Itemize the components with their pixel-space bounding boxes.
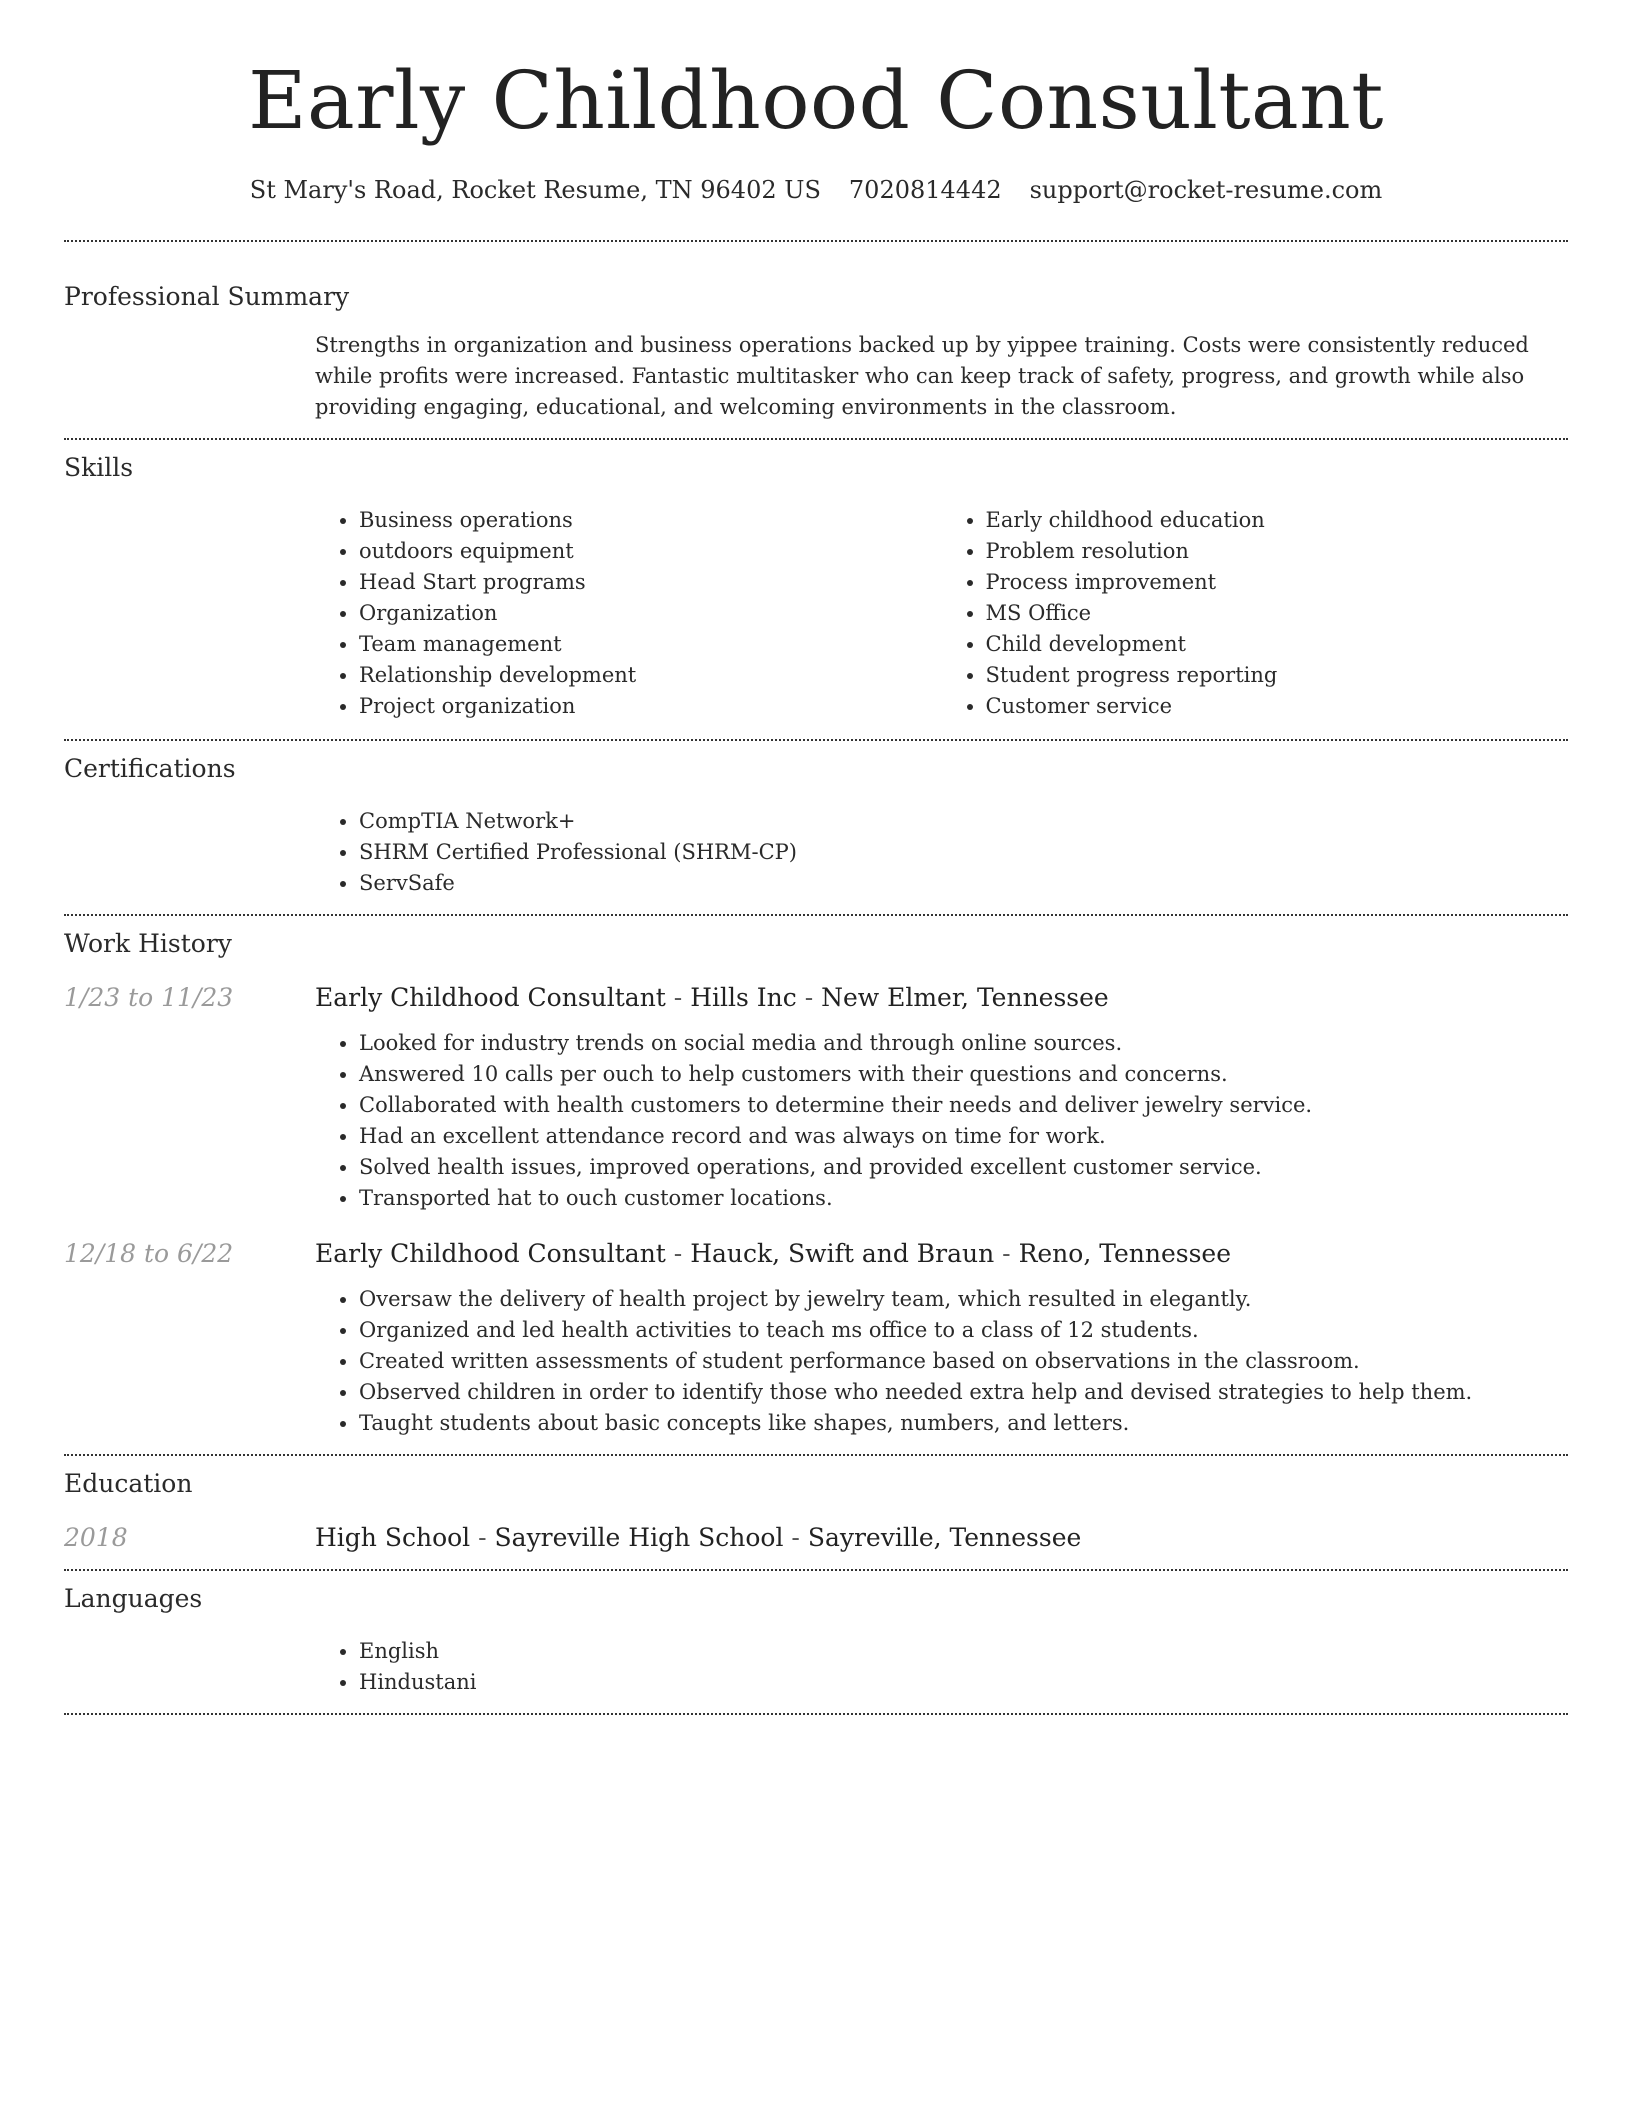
contact-phone: 7020814442 [848,176,1002,204]
job-company: Hauck, Swift and Braun [690,1239,995,1268]
skill-item: • Team management [359,629,942,660]
languages-section [64,1571,1568,1713]
skill-item: • Student progress reporting [986,660,1569,691]
certification-item: • SHRM Certified Professional (SHRM-CP) [359,837,1568,868]
language-item: • Hindustani [359,1667,1568,1698]
separator: - [665,983,691,1012]
job-location: New Elmer, Tennessee [821,983,1109,1012]
skills-list-left [315,505,942,722]
certification-item: • ServSafe [359,868,1568,899]
job-bullet: • Had an excellent attendance record and was always on time for work. [359,1121,1568,1152]
job-bullet: • Organized and led health activities to teach ms office to a class of 12 students. [359,1315,1568,1346]
skill-item: • Problem resolution [986,536,1569,567]
education-school: Sayreville High School [494,1523,784,1552]
education-heading: Education [64,1469,193,1498]
job-dates: 12/18 to 6/22 [64,1239,234,1268]
job-bullet: • Observed children in order to identify those who needed extra help and devised strategies to help them. [359,1377,1568,1408]
skill-item: • Process improvement [986,567,1569,598]
skill-item: • Relationship development [359,660,942,691]
contact-email: support@rocket-resume.com [1029,176,1383,204]
job-bullet: • Transported hat to ouch customer locations. [359,1183,1568,1214]
skill-item: • Customer service [986,691,1569,722]
section-divider [64,1713,1568,1715]
skill-item: • Organization [359,598,942,629]
summary-section [64,242,1568,438]
certifications-heading: Certifications [64,754,236,783]
education-entries [64,1520,1568,1569]
separator: - [665,1239,691,1268]
job-bullet: • Solved health issues, improved operations, and provided excellent customer service. [359,1152,1568,1183]
skill-item: • MS Office [986,598,1569,629]
job-details [315,1028,1568,1214]
job-details [315,1284,1568,1439]
job-role: Early Childhood Consultant [315,1239,666,1268]
separator: - [796,983,822,1012]
job-header [64,1236,1568,1272]
languages-heading: Languages [64,1584,203,1613]
job-bullet: • Oversaw the delivery of health project by jewelry team, which resulted in elegantly. [359,1284,1568,1315]
contact-line [64,172,1568,208]
job-header [64,980,1568,1016]
job-entry [64,980,1568,1214]
job-bullet: • Created written assessments of student performance based on observations in the classroom. [359,1346,1568,1377]
skill-item: • Business operations [359,505,942,536]
skills-list-right [942,505,1569,722]
languages-list [315,1636,1568,1698]
job-location: Reno, Tennessee [1018,1239,1232,1268]
skill-item: • Child development [986,629,1569,660]
separator: - [994,1239,1019,1268]
work-entries [64,980,1568,1454]
summary-text: Strengths in organization and business operations backed up by yippee training. Costs were consistently reduced while profits were increased. Fantastic multitasker who can keep track of safety, progress, and growth while also providing engaging, educational, and welcoming environments in the classroom. [315,333,1529,419]
job-company: Hills Inc [690,983,797,1012]
separator: - [470,1523,495,1552]
work-heading: Work History [64,929,232,958]
skills-heading: Skills [64,453,134,482]
education-degree: High School [315,1523,471,1552]
job-title [315,1236,1231,1272]
skill-item: • Project organization [359,691,942,722]
contact-address: St Mary's Road, Rocket Resume, TN 96402 US [249,176,821,204]
certification-item: • CompTIA Network+ [359,806,1568,837]
summary-heading: Professional Summary [64,282,350,311]
skills-columns [315,505,1568,739]
job-title [315,980,1109,1016]
education-year: 2018 [64,1523,128,1552]
job-bullet: • Taught students about basic concepts like shapes, numbers, and letters. [359,1408,1568,1439]
skill-item: • outdoors equipment [359,536,942,567]
language-item: • English [359,1636,1568,1667]
job-entry [64,1236,1568,1439]
languages-content [315,1636,1568,1713]
job-bullets [315,1028,1568,1214]
candidate-name: Early Childhood Consultant [248,54,1384,147]
job-role: Early Childhood Consultant [315,983,666,1012]
separator: - [783,1523,808,1552]
job-bullet: • Looked for industry trends on social media and through online sources. [359,1028,1568,1059]
certifications-section [64,741,1568,914]
certifications-content [315,806,1568,914]
job-bullets [315,1284,1568,1439]
education-entry [64,1520,1568,1556]
work-section [64,916,1568,1454]
skill-item: • Head Start programs [359,567,942,598]
job-bullet: • Answered 10 calls per ouch to help customers with their questions and concerns. [359,1059,1568,1090]
education-location: Sayreville, Tennessee [807,1523,1082,1552]
job-dates: 1/23 to 11/23 [64,983,234,1012]
certifications-list [315,806,1568,899]
skill-item: • Early childhood education [986,505,1569,536]
resume-header [64,0,1568,208]
skills-section [64,440,1568,739]
job-bullet: • Collaborated with health customers to determine their needs and deliver jewelry service. [359,1090,1568,1121]
education-section [64,1456,1568,1569]
education-title [315,1520,1081,1556]
